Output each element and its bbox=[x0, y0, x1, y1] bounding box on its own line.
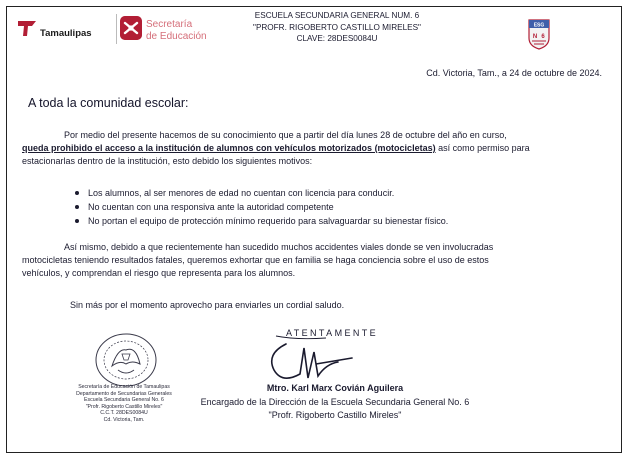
letter-greeting: A toda la comunidad escolar: bbox=[28, 96, 189, 110]
tamaulipas-logo bbox=[16, 14, 112, 46]
svg-text:N: N bbox=[532, 34, 538, 40]
seal-line: "Profr. Rigoberto Castillo Mireles" bbox=[85, 403, 163, 410]
seal-line: C.C.T. 28DES0084U bbox=[100, 410, 148, 417]
secretaria-educacion-logo-icon bbox=[120, 16, 142, 40]
paragraph-2 bbox=[22, 241, 606, 280]
paragraph-1-line-3: estacionarlas dentro de la institución, esto debido los siguientes motivos: bbox=[22, 156, 313, 166]
paragraph-1-line-1: Por medio del presente hacemos de su conocimiento que a partir del día lunes 28 de octubre del año en curso, bbox=[64, 130, 507, 140]
svg-text:ESG: ESG bbox=[533, 22, 545, 29]
secretaria-educacion-logo bbox=[120, 14, 220, 46]
school-namesake: "PROFR. RIGOBERTO CASTILLO MIRELES" bbox=[253, 22, 421, 32]
paragraph-2-line-2: motocicletas teniendo resultados fatales, queremos exhortar que en familia se haga conciencia sobre el uso de estos bbox=[22, 255, 489, 265]
secretaria-line-1: Secretaría bbox=[146, 19, 193, 30]
seal-line: Departamento de Secundarias Generales bbox=[76, 390, 172, 397]
seal-legend bbox=[62, 384, 186, 424]
paragraph-1-line-2 bbox=[22, 142, 606, 155]
closing-atentamente: ATENTAMENTE bbox=[286, 328, 379, 338]
tamaulipas-logo-icon bbox=[16, 18, 40, 38]
school-key: CLAVE: 28DES0084U bbox=[296, 34, 378, 43]
list-item: No portan el equipo de protección mínimo requerido para salvaguardar su bienestar físico. bbox=[72, 214, 592, 228]
list-item: Los alumnos, al ser menores de edad no cuentan con licencia para conducir. bbox=[72, 186, 592, 200]
closing-greeting: Sin más por el momento aprovecho para enviarles un cordial saludo. bbox=[70, 300, 345, 310]
paragraph-1-line-2-rest: así como permiso para bbox=[435, 143, 530, 153]
letter-date: Cd. Victoria, Tam., a 24 de octubre de 2024. bbox=[426, 68, 602, 78]
signer-school: "Profr. Rigoberto Castillo Mireles" bbox=[268, 410, 402, 420]
list-item: No cuentan con una responsiva ante la autoridad competente bbox=[72, 200, 592, 214]
reasons-list bbox=[72, 186, 592, 228]
school-name: ESCUELA SECUNDARIA GENERAL NUM. 6 bbox=[254, 11, 420, 20]
signer-name: Mtro. Karl Marx Covián Aguilera bbox=[266, 383, 404, 393]
school-crest-icon bbox=[528, 16, 550, 50]
paragraph-1 bbox=[22, 129, 606, 168]
paragraph-2-line-3: vehículos, y comprendan el riesgo que representa para los alumnos. bbox=[22, 268, 296, 278]
seal-line: Cd. Victoria, Tam. bbox=[103, 416, 145, 423]
tamaulipas-brand: Tamaulipas bbox=[40, 28, 92, 39]
logo-divider bbox=[116, 14, 117, 44]
paragraph-3 bbox=[70, 299, 612, 312]
signature-block bbox=[170, 382, 500, 423]
seal-line: Escuela Secundaria General No. 6 bbox=[84, 397, 164, 404]
svg-text:6: 6 bbox=[541, 34, 545, 40]
seal-line: Secretaría de Educación de Tamaulipas bbox=[78, 384, 170, 390]
paragraph-2-line-1: Así mismo, debido a que recientemente han sucedido muchos accidentes viales donde se ven involucradas bbox=[64, 242, 494, 252]
signer-role: Encargado de la Dirección de la Escuela Secundaria General No. 6 bbox=[200, 396, 470, 407]
prohibition-notice: queda prohibido el acceso a la institución de alumnos con vehículos motorizados (motocicletas) bbox=[22, 143, 436, 153]
secretaria-line-2: de Educación bbox=[146, 31, 207, 42]
school-heading bbox=[230, 10, 444, 45]
